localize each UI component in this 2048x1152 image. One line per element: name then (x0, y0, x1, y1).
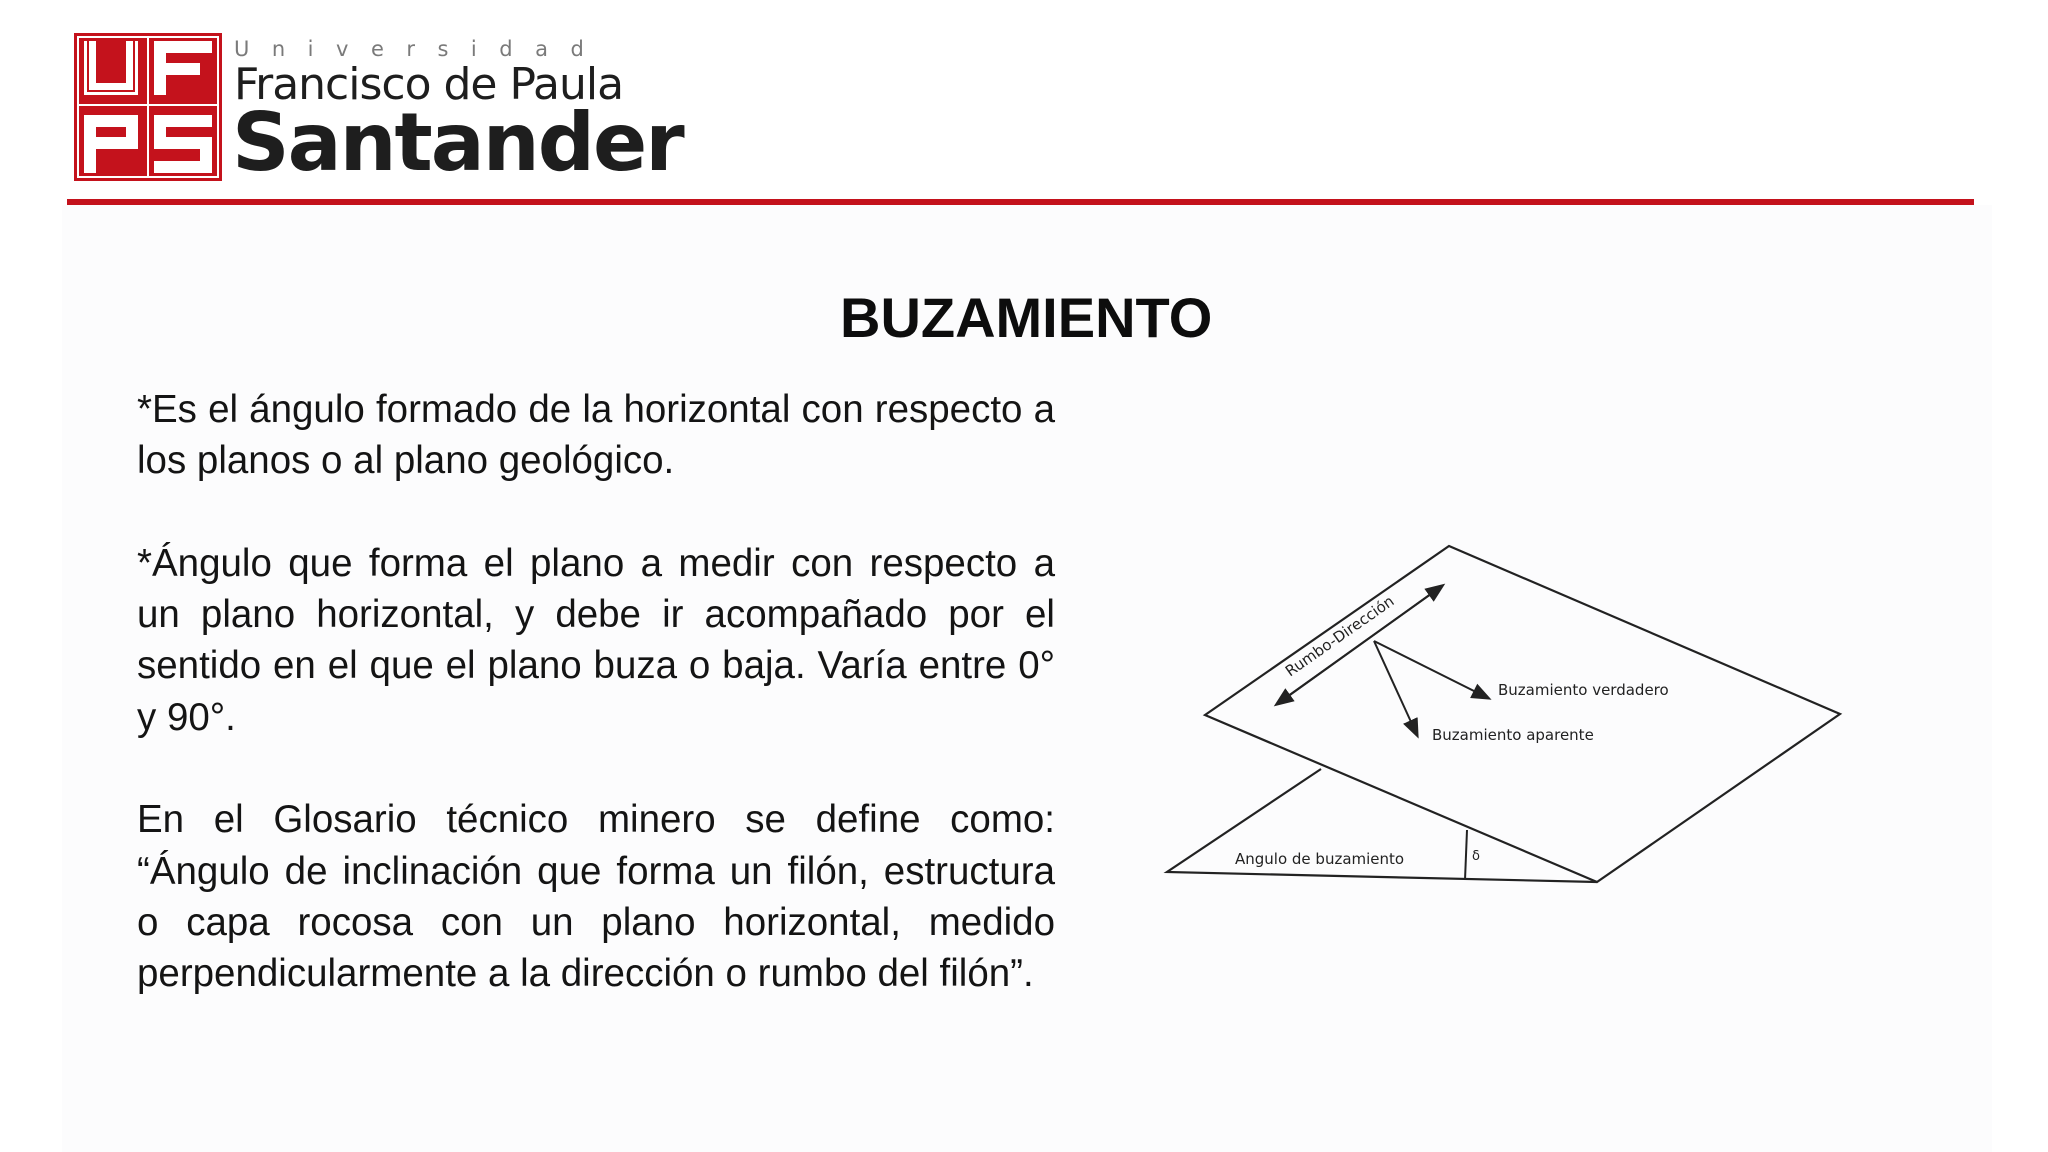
logo-name-line1: Francisco de Paula (234, 59, 624, 110)
dip-angle-symbol: δ (1472, 849, 1480, 864)
paragraph-definition-1: *Es el ángulo formado de la horizontal con respecto a los planos o al plano geológico. (137, 388, 1055, 483)
header-divider (67, 199, 1974, 205)
dip-angle-label: Angulo de buzamiento (1235, 850, 1405, 868)
dip-diagram-drawing (1160, 540, 1860, 900)
apparent-dip-label: Buzamiento aparente (1432, 726, 1594, 744)
dip-diagram (1160, 540, 1860, 900)
logo-name-line2: Santander (232, 96, 683, 189)
true-dip-arrow (1374, 641, 1488, 698)
ufps-monogram-icon (74, 33, 222, 181)
body-text (137, 384, 1055, 1051)
university-logo (74, 33, 683, 189)
paragraph-glossary: En el Glosario técnico minero se define como: “Ángulo de inclinación que forma un filón, estructura o capa rocosa con un plano horizontal, medido perpendicularmente a la dirección o rumbo del filón”. (137, 798, 1055, 996)
true-dip-label: Buzamiento verdadero (1498, 681, 1669, 699)
inclined-plane (1205, 546, 1840, 882)
apparent-dip-arrow (1374, 641, 1417, 735)
strike-label: Rumbo-Dirección (1281, 591, 1398, 681)
logo-university-word: Universidad (234, 37, 607, 61)
slide-title: BUZAMIENTO (840, 286, 1213, 349)
paragraph-definition-2: *Ángulo que forma el plano a medir con respecto a un plano horizontal, y debe ir acompañado por el sentido en el que el plano buza o baja. Varía entre 0° y 90°. (137, 541, 1055, 739)
